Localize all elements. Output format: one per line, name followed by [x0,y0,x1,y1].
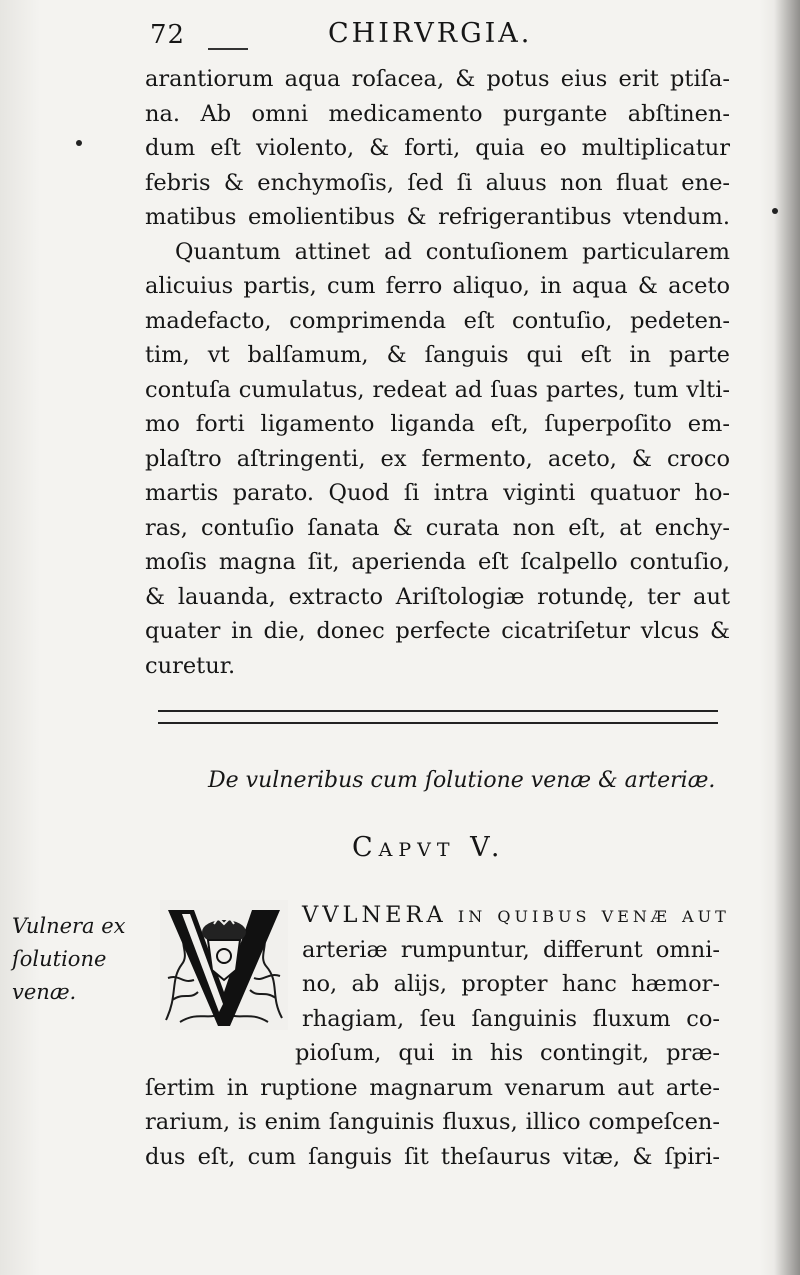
text-line: no, ab alijs, propter hanc hæmor- [302,971,720,997]
margin-note-line: Vulnera ex [12,914,126,938]
page-header [150,18,740,58]
margin-note-line: ſolutione [12,947,107,971]
header-rule [208,48,248,50]
page-gutter-shadow [774,0,800,1275]
text-line: VVLNERA in quibus venæ aut [302,902,730,928]
page-number: 72 [150,20,186,50]
text-line: plaſtro aſtringenti, ex fermento, aceto, & croco [145,445,730,472]
text-line: matibus emolientibus & refrigerantibus vtendum. [145,204,730,230]
ink-blot [76,140,82,146]
ink-blot [772,208,778,214]
chapter-heading: Capvt V. [352,832,506,863]
text-line: dum eſt violento, & forti, quia eo multiplicatur [145,135,730,161]
text-line: Quantum attinet ad contuſionem particularem [175,238,730,265]
text-line: & lauanda, extracto Ariſtologiæ rotundę, ter aut [145,583,730,610]
text-line: pioſum, qui in his contingit, præ- [295,1040,720,1066]
text-line: rarium, is enim ſanguinis fluxus, illico compeſcen- [145,1109,720,1135]
section-divider-rule [158,710,718,724]
chapter-subtitle: De vulneribus cum ſolutione venæ & arteriæ. [208,768,716,793]
text-line: mo forti ligamento liganda eſt, ſuperpoſito em- [145,411,730,437]
text-line: rhagiam, ſeu ſanguinis fluxum co- [302,1005,720,1032]
body-text [145,62,730,683]
text-line: alicuius partis, cum ferro aliquo, in aqua & aceto [145,273,730,299]
text-line: quater in die, donec perfecte cicatriſetur vlcus & [145,618,730,644]
text-line: dus eſt, cum ſanguis ſit theſaurus vitæ, & ſpiri- [145,1143,720,1170]
text-line: ſertim in ruptione magnarum venarum aut arte- [145,1074,720,1101]
decorated-initial-v [160,900,288,1030]
text-line: febris & enchymoſis, ſed ſi aluus non fluat ene- [145,169,730,196]
margin-note-line: venæ. [12,980,77,1004]
text-line: arantiorum aqua roſacea, & potus eius erit ptiſa- [145,66,730,92]
chapter-text-inset [302,898,730,1036]
text-line: moſis magna ſit, aperienda eſt ſcalpello contuſio, [145,549,730,575]
text-line: curetur. [145,652,236,679]
running-head: CHIRVRGIA. [328,18,533,49]
text-line: martis parato. Quod ſi intra viginti quatuor ho- [145,480,730,506]
text-line: madefacto, comprimenda eſt contuſio, pedeten- [145,307,730,334]
text-line: arteriæ rumpuntur, differunt omni- [302,936,720,963]
text-line: na. Ab omni medicamento purgante abſtinen- [145,100,730,127]
chapter-text [145,1036,720,1174]
text-line: ras, contuſio ſanata & curata non eſt, at enchy- [145,514,730,541]
margin-note [12,910,147,1009]
text-line: tim, vt balſamum, & ſanguis qui eſt in parte [145,342,730,368]
text-line: contuſa cumulatus, redeat ad ſuas partes, tum vlti- [145,376,730,403]
